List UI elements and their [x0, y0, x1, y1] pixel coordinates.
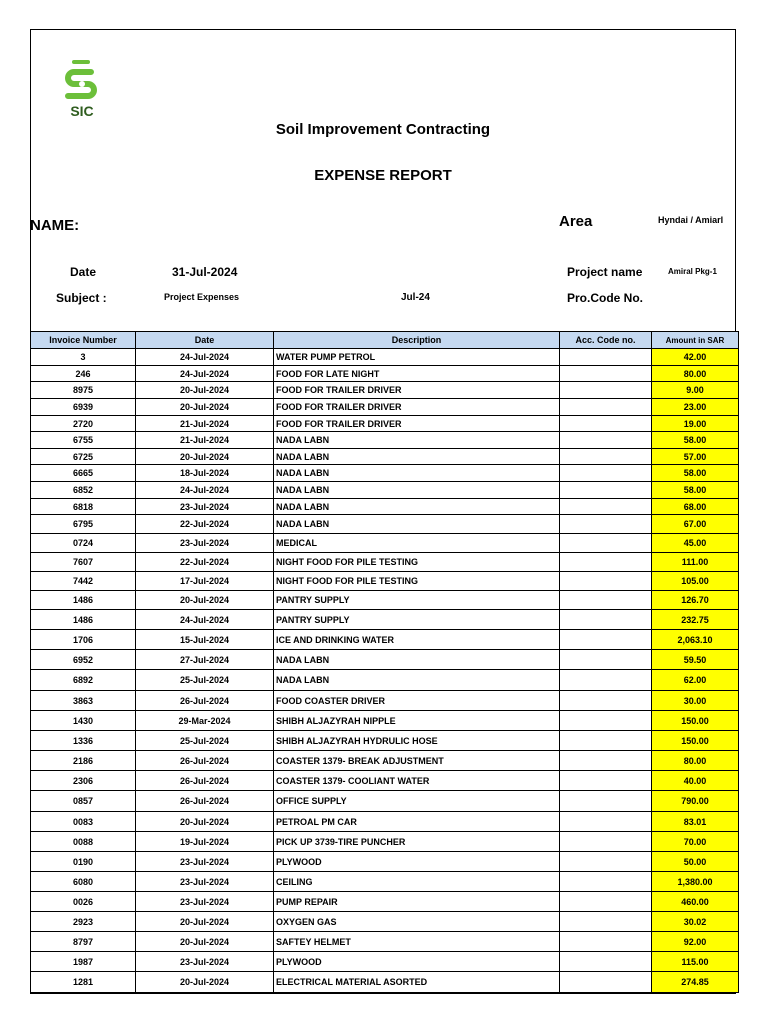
description-cell: FOOD FOR TRAILER DRIVER [274, 382, 560, 399]
description-cell: MEDICAL [274, 534, 560, 553]
name-label: NAME: [30, 217, 80, 234]
report-month: Jul-24 [401, 292, 430, 303]
date-cell: 17-Jul-2024 [136, 572, 274, 591]
acc-code-cell [560, 366, 652, 382]
date-cell: 23-Jul-2024 [136, 872, 274, 892]
acc-code-cell [560, 630, 652, 650]
invoice-number-cell: 1706 [31, 630, 136, 650]
date-cell: 15-Jul-2024 [136, 630, 274, 650]
table-row [31, 912, 739, 932]
invoice-number-cell: 6852 [31, 482, 136, 499]
acc-code-cell [560, 449, 652, 465]
acc-code-cell [560, 553, 652, 572]
date-cell: 24-Jul-2024 [136, 610, 274, 630]
invoice-number-cell: 3 [31, 349, 136, 366]
acc-code-cell [560, 591, 652, 610]
table-row [31, 534, 739, 553]
date-cell: 23-Jul-2024 [136, 534, 274, 553]
acc-code-cell [560, 515, 652, 534]
description-cell: SAFTEY HELMET [274, 932, 560, 952]
description-cell: NADA LABN [274, 515, 560, 534]
table-row [31, 553, 739, 572]
description-cell: NADA LABN [274, 432, 560, 449]
invoice-number-cell: 8797 [31, 932, 136, 952]
amount-cell: 274.85 [652, 972, 739, 993]
acc-code-cell [560, 872, 652, 892]
description-cell: ELECTRICAL MATERIAL ASORTED [274, 972, 560, 993]
amount-cell: 460.00 [652, 892, 739, 912]
amount-cell: 2,063.10 [652, 630, 739, 650]
acc-code-cell [560, 432, 652, 449]
amount-cell: 83.01 [652, 812, 739, 832]
date-cell: 20-Jul-2024 [136, 399, 274, 416]
description-cell: NADA LABN [274, 482, 560, 499]
description-cell: NADA LABN [274, 465, 560, 482]
logo-top-bar [72, 60, 90, 64]
description-cell: NIGHT FOOD FOR PILE TESTING [274, 553, 560, 572]
area-label: Area [559, 213, 593, 230]
amount-cell: 70.00 [652, 832, 739, 852]
table-row [31, 630, 739, 650]
acc-code-cell [560, 349, 652, 366]
invoice-number-cell: 6755 [31, 432, 136, 449]
amount-cell: 58.00 [652, 432, 739, 449]
table-row [31, 932, 739, 952]
invoice-number-cell: 1430 [31, 711, 136, 731]
date-cell: 23-Jul-2024 [136, 499, 274, 515]
invoice-number-cell: 1987 [31, 952, 136, 972]
acc-code-cell [560, 711, 652, 731]
amount-cell: 30.00 [652, 691, 739, 711]
subject-label: Subject : [56, 291, 107, 305]
table-row [31, 382, 739, 399]
date-cell: 26-Jul-2024 [136, 691, 274, 711]
acc-code-cell [560, 465, 652, 482]
table-row [31, 832, 739, 852]
date-cell: 20-Jul-2024 [136, 591, 274, 610]
date-cell: 24-Jul-2024 [136, 349, 274, 366]
acc-code-cell [560, 650, 652, 670]
table-row [31, 872, 739, 892]
table-row [31, 515, 739, 534]
description-cell: PLYWOOD [274, 852, 560, 872]
description-cell: PETROAL PM CAR [274, 812, 560, 832]
table-header-row [31, 332, 739, 349]
acc-code-cell [560, 771, 652, 791]
invoice-number-cell: 6665 [31, 465, 136, 482]
amount-cell: 111.00 [652, 553, 739, 572]
amount-cell: 126.70 [652, 591, 739, 610]
table-row [31, 499, 739, 515]
table-row [31, 465, 739, 482]
amount-cell: 790.00 [652, 791, 739, 812]
invoice-number-cell: 1486 [31, 591, 136, 610]
description-cell: PUMP REPAIR [274, 892, 560, 912]
amount-cell: 67.00 [652, 515, 739, 534]
invoice-number-cell: 0724 [31, 534, 136, 553]
table-row [31, 711, 739, 731]
invoice-number-cell: 6795 [31, 515, 136, 534]
table-row [31, 399, 739, 416]
amount-cell: 105.00 [652, 572, 739, 591]
date-cell: 20-Jul-2024 [136, 812, 274, 832]
table-row [31, 852, 739, 872]
invoice-number-cell: 6892 [31, 670, 136, 691]
description-cell: SHIBH ALJAZYRAH NIPPLE [274, 711, 560, 731]
description-cell: NADA LABN [274, 499, 560, 515]
acc-code-cell [560, 670, 652, 691]
description-cell: FOOD COASTER DRIVER [274, 691, 560, 711]
date-cell: 19-Jul-2024 [136, 832, 274, 852]
amount-cell: 23.00 [652, 399, 739, 416]
report-title: EXPENSE REPORT [314, 167, 452, 184]
table-row [31, 670, 739, 691]
amount-cell: 58.00 [652, 465, 739, 482]
invoice-number-cell: 246 [31, 366, 136, 382]
invoice-number-cell: 2306 [31, 771, 136, 791]
table-row [31, 572, 739, 591]
acc-code-cell [560, 791, 652, 812]
col-date: Date [136, 332, 274, 349]
date-value: 31-Jul-2024 [172, 265, 238, 279]
acc-code-cell [560, 852, 652, 872]
description-cell: FOOD FOR TRAILER DRIVER [274, 416, 560, 432]
description-cell: COASTER 1379- BREAK ADJUSTMENT [274, 751, 560, 771]
table-row [31, 416, 739, 432]
amount-cell: 50.00 [652, 852, 739, 872]
date-label: Date [70, 265, 97, 279]
description-cell: CEILING [274, 872, 560, 892]
table-row [31, 349, 739, 366]
amount-cell: 232.75 [652, 610, 739, 630]
table-row [31, 591, 739, 610]
date-cell: 20-Jul-2024 [136, 972, 274, 993]
invoice-number-cell: 2923 [31, 912, 136, 932]
amount-cell: 1,380.00 [652, 872, 739, 892]
amount-cell: 59.50 [652, 650, 739, 670]
description-cell: FOOD FOR LATE NIGHT [274, 366, 560, 382]
description-cell: NADA LABN [274, 650, 560, 670]
date-cell: 22-Jul-2024 [136, 553, 274, 572]
amount-cell: 40.00 [652, 771, 739, 791]
project-name-value: Amiral Pkg-1 [668, 267, 717, 276]
table-row [31, 366, 739, 382]
description-cell: FOOD FOR TRAILER DRIVER [274, 399, 560, 416]
table-row [31, 482, 739, 499]
table-row [31, 771, 739, 791]
acc-code-cell [560, 731, 652, 751]
table-row [31, 892, 739, 912]
table-row [31, 812, 739, 832]
invoice-number-cell: 6952 [31, 650, 136, 670]
table-row [31, 731, 739, 751]
amount-cell: 9.00 [652, 382, 739, 399]
date-cell: 25-Jul-2024 [136, 670, 274, 691]
amount-cell: 57.00 [652, 449, 739, 465]
invoice-number-cell: 0857 [31, 791, 136, 812]
amount-cell: 62.00 [652, 670, 739, 691]
invoice-number-cell: 7607 [31, 553, 136, 572]
acc-code-cell [560, 610, 652, 630]
acc-code-cell [560, 972, 652, 993]
company-name: Soil Improvement Contracting [275, 121, 491, 138]
acc-code-cell [560, 399, 652, 416]
date-cell: 29-Mar-2024 [136, 711, 274, 731]
acc-code-cell [560, 912, 652, 932]
acc-code-cell [560, 382, 652, 399]
description-cell: PANTRY SUPPLY [274, 610, 560, 630]
invoice-number-cell: 0083 [31, 812, 136, 832]
description-cell: COASTER 1379- COOLIANT WATER [274, 771, 560, 791]
col-invoice-number: Invoice Number [31, 332, 136, 349]
description-cell: PLYWOOD [274, 952, 560, 972]
subject-value: Project Expenses [164, 292, 240, 302]
acc-code-cell [560, 499, 652, 515]
date-cell: 20-Jul-2024 [136, 912, 274, 932]
description-cell: NADA LABN [274, 449, 560, 465]
procode-label: Pro.Code No. [567, 291, 644, 305]
description-cell: PANTRY SUPPLY [274, 591, 560, 610]
invoice-number-cell: 2720 [31, 416, 136, 432]
description-cell: OXYGEN GAS [274, 912, 560, 932]
description-cell: OFFICE SUPPLY [274, 791, 560, 812]
acc-code-cell [560, 892, 652, 912]
expense-table [30, 331, 739, 993]
amount-cell: 30.02 [652, 912, 739, 932]
table-row [31, 972, 739, 993]
table-row [31, 751, 739, 771]
invoice-number-cell: 6939 [31, 399, 136, 416]
date-cell: 24-Jul-2024 [136, 482, 274, 499]
table-row [31, 691, 739, 711]
acc-code-cell [560, 751, 652, 771]
description-cell: NADA LABN [274, 670, 560, 691]
acc-code-cell [560, 691, 652, 711]
amount-cell: 115.00 [652, 952, 739, 972]
date-cell: 21-Jul-2024 [136, 432, 274, 449]
date-cell: 23-Jul-2024 [136, 852, 274, 872]
date-cell: 27-Jul-2024 [136, 650, 274, 670]
amount-cell: 150.00 [652, 731, 739, 751]
date-cell: 26-Jul-2024 [136, 751, 274, 771]
date-cell: 25-Jul-2024 [136, 731, 274, 751]
invoice-number-cell: 0026 [31, 892, 136, 912]
acc-code-cell [560, 534, 652, 553]
invoice-number-cell: 2186 [31, 751, 136, 771]
invoice-number-cell: 1336 [31, 731, 136, 751]
table-row [31, 952, 739, 972]
table-row [31, 650, 739, 670]
amount-cell: 58.00 [652, 482, 739, 499]
table-row [31, 449, 739, 465]
sic-logo [60, 58, 104, 118]
acc-code-cell [560, 416, 652, 432]
acc-code-cell [560, 932, 652, 952]
date-cell: 23-Jul-2024 [136, 952, 274, 972]
table-row [31, 791, 739, 812]
col-amount: Amount in SAR [652, 332, 739, 349]
description-cell: ICE AND DRINKING WATER [274, 630, 560, 650]
area-value: Hyndai / Amiarl [658, 215, 724, 225]
amount-cell: 19.00 [652, 416, 739, 432]
date-cell: 21-Jul-2024 [136, 416, 274, 432]
acc-code-cell [560, 482, 652, 499]
acc-code-cell [560, 952, 652, 972]
acc-code-cell [560, 572, 652, 591]
date-cell: 22-Jul-2024 [136, 515, 274, 534]
invoice-number-cell: 6818 [31, 499, 136, 515]
amount-cell: 45.00 [652, 534, 739, 553]
invoice-number-cell: 6080 [31, 872, 136, 892]
date-cell: 26-Jul-2024 [136, 771, 274, 791]
table-row [31, 432, 739, 449]
date-cell: 23-Jul-2024 [136, 892, 274, 912]
date-cell: 20-Jul-2024 [136, 932, 274, 952]
description-cell: WATER PUMP PETROL [274, 349, 560, 366]
amount-cell: 80.00 [652, 366, 739, 382]
invoice-number-cell: 1281 [31, 972, 136, 993]
description-cell: PICK UP 3739-TIRE PUNCHER [274, 832, 560, 852]
amount-cell: 150.00 [652, 711, 739, 731]
invoice-number-cell: 6725 [31, 449, 136, 465]
amount-cell: 42.00 [652, 349, 739, 366]
table-row [31, 610, 739, 630]
amount-cell: 80.00 [652, 751, 739, 771]
date-cell: 26-Jul-2024 [136, 791, 274, 812]
acc-code-cell [560, 812, 652, 832]
date-cell: 20-Jul-2024 [136, 382, 274, 399]
description-cell: NIGHT FOOD FOR PILE TESTING [274, 572, 560, 591]
invoice-number-cell: 3863 [31, 691, 136, 711]
date-cell: 24-Jul-2024 [136, 366, 274, 382]
logo-text: SIC [70, 103, 94, 118]
description-cell: SHIBH ALJAZYRAH HYDRULIC HOSE [274, 731, 560, 751]
acc-code-cell [560, 832, 652, 852]
date-cell: 18-Jul-2024 [136, 465, 274, 482]
logo-dot [79, 81, 85, 87]
invoice-number-cell: 7442 [31, 572, 136, 591]
invoice-number-cell: 1486 [31, 610, 136, 630]
col-description: Description [274, 332, 560, 349]
invoice-number-cell: 0190 [31, 852, 136, 872]
date-cell: 20-Jul-2024 [136, 449, 274, 465]
invoice-number-cell: 8975 [31, 382, 136, 399]
col-acc-code: Acc. Code no. [560, 332, 652, 349]
amount-cell: 92.00 [652, 932, 739, 952]
amount-cell: 68.00 [652, 499, 739, 515]
project-name-label: Project name [567, 265, 643, 279]
invoice-number-cell: 0088 [31, 832, 136, 852]
